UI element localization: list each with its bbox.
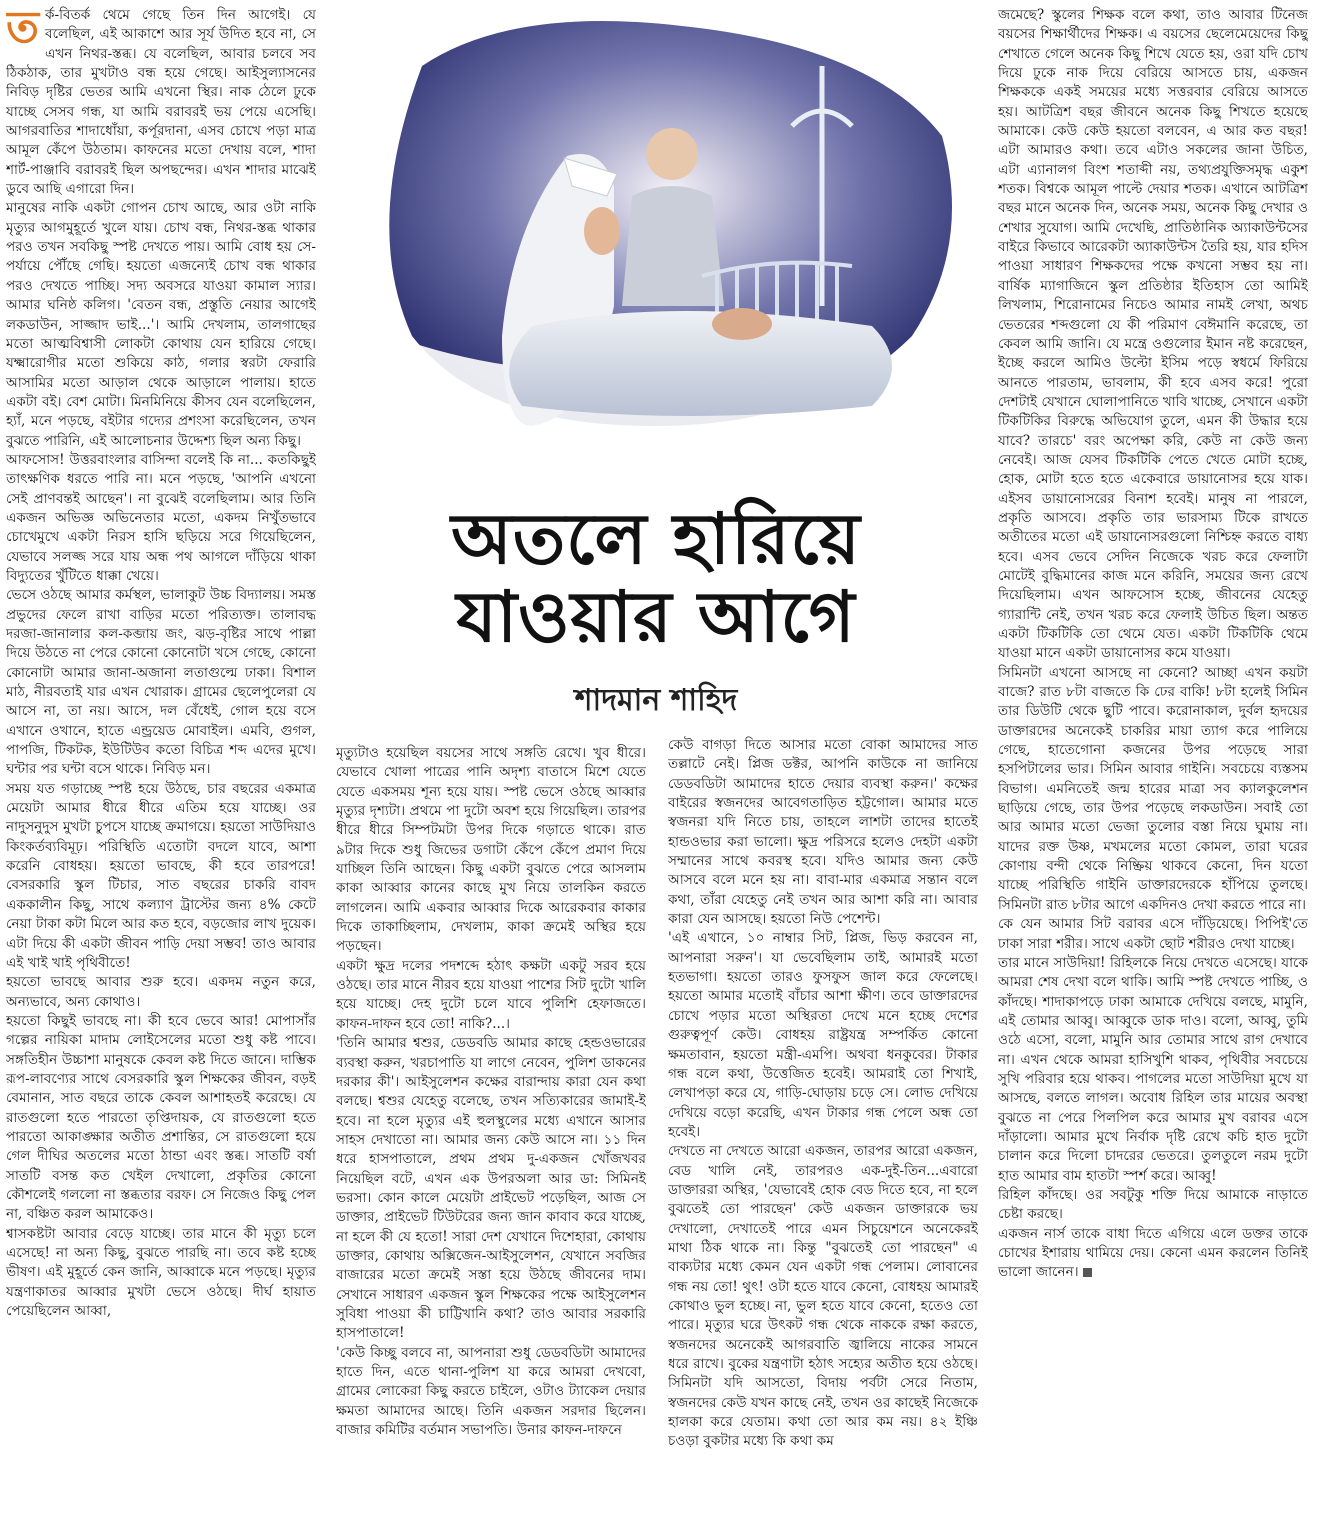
paragraph: 'এই এখানে, ১০ নাম্বার সিট, প্লিজ, ভিড় করবেন না, আপনারা সরুন'। যা ভেবেছিলাম তাই, আমারই মতো হতভাগা। হয়তো তারও ফুসফুস জাল করে ফেলেছে। হয়তো আমার মতোই বাঁচার আশা ক্ষীণ। তবে ডাক্তারদের চোখে পড়ার মতো অস্থিরতা দেখে মনে হচ্ছে দেশের গুরুত্বপূর্ণ কেউ। বোধহয় রাষ্ট্রযন্ত্র সম্পর্কিত কোনো ক্ষমতাবান, হয়তো মন্ত্রী-এমপি। অথবা ধনকুবের। টাকার গন্ধ বলে কথা, উত্তেজিত হবেই। আমরাই তো শিখাই, লেখাপড়া করে যে, গাড়ি-ঘোড়ায় চড়ে সে। লোভ দেখিয়ে দেখিয়ে বড়ো করেছি, এখন টাকার গন্ধ পেলে অন্ধ তো হবেই। xyxy=(668,930,978,1140)
paragraph: রিহিল কাঁদছে। ওর সবটুকু শক্তি দিয়ে আমাকে নাড়াতে চেষ্টা করছে। xyxy=(998,1186,1308,1223)
drop-cap: ত xyxy=(6,6,40,53)
article-title xyxy=(336,500,976,656)
paragraph: 'তিনি আমার শ্বশুর, ডেডবডি আমার কাছে হেন্ডওভারের ব্যবস্থা করুন, খরচাপাতি যা লাগে নেবেন, পুলিশ ডাকনের দরকার কী'। আইসুলেশন কক্ষের বারান্দায় কারা যেন কথা বলছে। শ্বশুর যেহেতু বলেছে, তখন সত্যিকারের জামাই-ই হবে। না হলে মৃত্যুর এই হুলস্থুলের মধ্যে এখানে আসার সাহস দেখাতো না। আমার জন্য কেউ আসে না। ১১ দিন ধরে হাসপাতালে, প্রথম প্রথম দু-একজন খোঁজখবর নিয়েছিল বটে, এখন এক উপরঅলা আর ডা: সিমিনই ভরসা। কোন কালে মেয়েটা প্রাইভেট পড়েছিল, আজ সে ডাক্তার, প্রাইভেট টিউটরের জন্য জান কাবাব করে যাচ্ছে, না হলে কী যে হতো! সারা দেশ যেখানে দিশেহারা, কোথায় ডাক্তার, কোথায় অক্সিজেন-আইসুলেশন, যেখানে সবজির বাজারের মতো ক্রমেই সস্তা হয়ে উঠছে জীবনের দাম। সেখানে সাধারণ একজন স্কুল শিক্ষকের পক্ষে আইসুলেশন সুবিধা পাওয়া কী চাট্টিখানি কথা? তাও আবার সরকারি হাসপাতালে! xyxy=(336,1035,646,1342)
patient-under-sheet-icon xyxy=(509,308,892,416)
paragraph: ভেসে ওঠছে আমার কর্মস্থল, ভালাকুট উচ্চ বিদ্যালয়। সমস্ত প্রভুদের ফেলে রাখা বাড়ির মতো পরিত্যক্ত। তালাবদ্ধ দরজা-জানালার কল-কব্জায় জং, ঝড়-বৃষ্টির সাথে পাল্লা দিয়ে উঠতে না পেরে কোনো কোনোটা খসে গেছে, কোনো কোনোটা আমার জানা-অজানা লতাগুল্মে ঢাকা। বিশাল মাঠ, নীরবতাই যার এখন খোরাক। গ্রামের ছেলেপুলেরা যে আসে না, তা নয়। আসে, দল বেঁধেই, গোল হয়ে বসে এখানে ওখানে, হাতে এন্ড্রয়েড মোবাইল। এমবি, গুগল, পাপজি, টিকটক, ইউটিউব কতো বিচিত্র শব্দ এদের মুখে। ঘন্টার পর ঘন্টা বসে থাকে। নিবিড় মন। xyxy=(6,587,316,778)
author-byline: শাদমান শাহিদ xyxy=(574,683,738,718)
paragraph: কে যেন আমার সিট বরাবর এসে দাঁড়িয়েছে। পিপিই'তে ঢাকা সারা শরীর। সাথে একটা ছোট শরীরও দেখা যাচ্ছে। xyxy=(998,916,1308,952)
paragraph: মানুষের নাকি একটা গোপন চোখ আছে, আর ওটা নাকি মৃত্যুর আগমুহূর্তে খুলে যায়। চোখ বন্ধ, নিথর-স্তব্ধ থাকার পরও তখন সবকিছু স্পষ্ট দেখতে পায়। আমি বোধ হয় সে-পর্যায়ে পৌঁছে গেছি। হয়তো এজন্যেই চোখ বন্ধ থাকার পরও দেখতে পাচ্ছি। সদ্য অবসরে যাওয়া কামাল স্যার। আমার ঘনিষ্ঠ কলিগ। 'বেতন বন্ধ, প্রস্তুতি নেয়ার আগেই লকডাউন, সাজ্জাদ ভাই...'। আমি দেখলাম, তালগাছের মতো আত্মবিশ্বাসী লোকটা কোথায় যেন হারিয়ে গেছে। যক্ষ্মারোগীর মতো শুকিয়ে কাঠ, গলার স্বরটা ফেরারি আসামির মতো আড়াল থেকে আড়ালে পালায়। হাতে একটা বই। বেশ মোটা। মিনমিনিয়ে কীসব যেন বলেছিলেন, হ্যাঁ, মনে পড়ছে, বইটার গদ্যের প্রশংসা করেছিলেন, তখন বুঝতে পারিনি, এই আলোচনার উদ্দেশ্য ছিল অন্য কিছু। xyxy=(6,200,316,449)
paragraph: শ্বাসকষ্টটা আবার বেড়ে যাচ্ছে। তার মানে কী মৃত্যু চলে এসেছে! না অন্য কিছু, বুঝতে পারছি না। তবে কষ্ট হচ্ছে ভীষণ। এই মুহূর্তে কেন জানি, আব্বাকে মনে পড়ছে। মৃত্যুর যন্ত্রণাকাতর আব্বার মুখটা ভেসে ওঠছে। দীর্ঘ হায়াত পেয়েছিলেন আব্বা, xyxy=(6,1225,316,1320)
paragraph: সিমিনটা এখনো আসছে না কেনো? আচ্ছা এখন কয়টা বাজে? রাত ৮টা বাজতে কি ঢের বাকি! ৮টা হলেই সিমিন তার ডিউটি থেকে ছুটি পাবে। করোনাকাল, দুর্বল হৃদয়ের ডাক্তারদের অনেকেই চাকরির মায়া ত্যাগ করে পালিয়ে গেছে, হাতেগোনা কজনের উপর পড়েছে সারা হসপিটালের ভার। সিমিন আবার গাইনি। সবচেয়ে ব্যস্তসম বিভাগ। এমনিতেই জন্ম হারের মাত্রা সব ক্যালকুলেশন ছাড়িয়ে গেছে, তার উপর পড়েছে লকডাউন। সবাই তো আর আমার মতো ভেজা তুলোর বস্তা নিয়ে ঘুমায় না। যাদের রক্ত উষ্ণ, মখমলের মতো কোমল, তারা ঘরের কোণায় বন্দী থেকে নিষ্ক্রিয় থাকবে কেনো, দিন যতো যাচ্ছে পরিস্থিতি গাইনি ডাক্তারদেরকে হাঁপিয়ে তুলছে। সিমিনটা রাত ৮টার আগে একদিনও দেখা করতে পারে না। xyxy=(998,664,1308,913)
paragraph: আফসোস! উত্তরবাংলার বাসিন্দা বলেই কি না... কতকিছুই তাৎক্ষণিক ধরতে পারি না। মনে পড়ছে, 'আপনি এখনো সেই প্রাণবন্তই আছেন'। না বুঝেই বলেছিলাম। আর তিনি একজন অভিজ্ঞ অভিনেতার মতো, একদম নিখুঁতভাবে চোখেমুখে একটা নিরস হাসি ছড়িয়ে সরে গিয়েছিলেন, যেভাবে সলজ্জ সরে যায় অন্ধ পথ আগলে দাঁড়িয়ে থাকা বিদ্যুতের খুঁটিতে ধাক্কা খেয়ে। xyxy=(6,451,316,584)
paragraph: কেউ বাগড়া দিতে আসার মতো বোকা আমাদের সাত তল্লাটে নেই। প্লিজ ডক্টর, আপনি কাউকে না জানিয়ে ডেডবডিটা আমাদের হাতে দেয়ার ব্যবস্থা করুন।' কক্ষের বাইরের স্বজনদের আবেগতাড়িত হট্টগোল। আমার মতে স্বজনরা যদি নিতে চায়, তাহলে লাশটা তাদের হাতেই হান্ডওভার করা ভালো। ক্ষুদ্র পরিসরে হলেও দেহটা একটা সম্মানের সাথে কবরস্থ হবে। যদিও আমার জন্য কেউ আসবে বলে মনে হয় না। বাবা-মার একমাত্র সন্তান বলে কথা, তাঁরা যেহেতু নেই তখন আর আশা করি না। আবার কারা যেন আসছে। হয়তো নিউ পেশেন্ট। xyxy=(668,737,978,928)
article-column-3 xyxy=(668,736,978,1534)
paragraph: সময় যত গড়াচ্ছে স্পষ্ট হয়ে উঠছে, চার বছরের একমাত্র মেয়েটা আমার ধীরে ধীরে এতিম হয়ে যাচ্ছে। ওর নাদুসনুদুস মুখটা চুপসে যাচ্ছে ক্রমাগয়ে। হয়তো সাউদিয়াও কিংকর্তব্যবিমূঢ়। পরিস্থিতি এতোটা বদলে যাবে, আশা করেনি বোধহয়। হয়তো ভাবছে, কী হবে তারপরে! বেসরকারি স্কুল টিচার, সাত বছরের চাকরি বাবদ এককালীন কিছু, সাথে কল্যাণ ট্রাস্টের জন্য ৪% কেটে নেয়া টাকা কটা মিলে আর কত হবে, বড়জোর লাখ দুয়েক। এটা দিয়ে কী একটা জীবন পাড়ি দেয়া সম্ভব! তাও আবার এই খাই খাই পৃথিবীতে! xyxy=(6,780,316,971)
paragraph: তার মানে সাউদিয়া! রিহিলকে নিয়ে দেখতে এসেছে। যাকে আমরা শেষ দেখা বলে থাকি। আমি স্পষ্ট দেখতে পাচ্ছি, ও কাঁদছে। শাদাকাপড়ে ঢাকা আমাকে দেখিয়ে বলছে, মামুনি, এই তোমার আব্বু। আব্বুকে ডাক দাও। বলো, আব্বু, তুমি ওঠে এসো, বলো, মামুনি আর তোমার সাথে রাগ দেখাবে না। এখন থেকে আমরা হাসিখুশি থাকব, পৃথিবীর সবচেয়ে সুখি পরিবার হয়ে থাকব। পাগলের মতো সাউদিয়া মুখে যা আসছে, বলতে লাগল। অবোধ রিহিল তার মায়ের অবস্থা বুঝতে না পেরে পিলপিল করে আমার মুখ বরাবর এসে দাঁড়ালো। আমার মুখে নির্বাক দৃষ্টি রেখে কচি হাত দুটো চালান করে দিলো চাদরের ভেতরে। তুলতুলে নরম দুটো হাত আমার বাম হাতটা স্পর্শ করে। আব্বু! xyxy=(998,954,1308,1184)
paragraph: মৃত্যুটাও হয়েছিল বয়সের সাথে সঙ্গতি রেখে। খুব ধীরে। যেভাবে খোলা পাত্রের পানি অদৃশ্য বাতাসে মিশে যেতে যেতে একসময় শূন্য হয়ে যায়। স্পষ্ট ভেসে ওঠছে আব্বার মৃত্যুর দৃশ্যটা। প্রথমে পা দুটো অবশ হয়ে গিয়েছিল। তারপর ধীরে ধীরে সিম্পটমটা উপর দিকে গড়াতে থাকে। রাত ৯টার দিকে শুধু জিভের ডগাটা কেঁপে কেঁপে প্রমাণ দিয়ে যাচ্ছিল তিনি আছেন। কিছু একটা বুঝতে পেরে আসলাম কাকা আব্বার কানের কাছে মুখ নিয়ে তালকিন করতে লাগলেন। আমি একবার আব্বার দিকে আরেকবার কাকার দিকে তাকাচ্ছিলাম, দেখলাম, কাকা ক্রমেই অস্থির হয়ে পড়ছেন। xyxy=(336,745,646,955)
paragraph: 'কেউ কিচ্ছু বলবে না, আপনারা শুধু ডেডবডিটা আমাদের হাতে দিন, এতে থানা-পুলিশ যা করে আমরা দেখবো, গ্রামের লোকেরা কিছু করতে চাইলে, ওটাও ট্যাকেল দেয়ার ক্ষমতা আমাদের আছে। তিনি একজন সরদার ছিলেন। বাজার কমিটির বর্তমান সভাপতি। উনার কাফন-দাফনে xyxy=(336,1344,646,1439)
paragraph: হয়তো ভাবছে আবার শুরু হবে। একদম নতুন করে, অন্যভাবে, অন্য কোথাও। xyxy=(6,974,316,1010)
paragraph: দেখতে না দেখতে আরো একজন, তারপর আরো একজন, বেড খালি নেই, তারপরও এক-দুই-তিন...এবারো ডাক্তাররা অস্থির, 'যেভাবেই হোক বেড দিতে হবে, না হলে বুঝতেই তো পারছেন' কেউ একজন ডাক্তারকে ভয় দেখালো, দেখাতেই পারে এমন সিচুয়েশনে অনেকেরই মাথা ঠিক থাকে না। কিন্তু "বুঝতেই তো পারছেন" এ বাক্যটার মধ্যে কেমন যেন একটা গন্ধ পেলাম। লোবানের গন্ধ নয় তো! থুৎ! ওটা হতে যাবে কেনো, বোধহয় আমারই কোথাও ভুল হচ্ছে। না, ভুল হতে যাবে কেনো, হতেও তো পারে। মৃত্যুর ঘরে উৎকট গন্ধ থেকে নাককে রক্ষা করতে, স্বজনদের অনেকেই আগরবাতি জ্বালিয়ে নাকের সামনে ধরে রাখে। বুকের যন্ত্রণাটা হঠাৎ সহ্যের অতীত হয়ে ওঠছে। সিমিনটা যদি আসতো, বিদায় পর্বটা সেরে নিতাম, স্বজনদের কেউ যখন কাছে নেই, তখন ওর কাছেই নিজেকে হালকা করে যেতাম। কথা তো আর কম নয়। ৪২ ইঞ্চি চওড়া বুকটার মধ্যে কি কথা কম xyxy=(668,1143,978,1450)
paragraph: হয়তো কিছুই ভাবছে না। কী হবে ভেবে আর! মোপাসাঁর গল্পের নায়িকা মাদাম লোইসেলের মতো শুধু কষ্ট পাবে। সঙ্গতিহীন উচ্চাশা মানুষকে কেবল কষ্ট দিতে জানে। দাম্ভিক রূপ-লাবণ্যের সাথে বেসরকারি স্কুল শিক্ষকের জীবন, বড়ই বেমানান, সাত বছরে তাকে কেবল আশাহতই করেছে। যে রাতগুলো হতে পারতো তৃপ্তিদায়ক, যে রাতগুলো হতে পারতো আকাঙ্ক্ষার অতীত প্রশান্তির, সে রাতগুলো হয়ে গেল দীঘির অতলের মতো ঠান্ডা এবং স্তব্ধ। সাতটি বর্ষা সাতটি বসন্ত কত খেইল দেখালো, প্রকৃতির কোনো কৌশলেই গললো না স্তব্ধতার বরফ। সে নিজেও কিছু পেল না, বঞ্চিত করল আমাকেও। xyxy=(6,1012,316,1223)
title-line-1: অতলে হারিয়ে xyxy=(451,498,861,580)
article-column-2 xyxy=(336,744,646,1534)
paragraph-text: একজন নার্স তাকে বাধা দিতে এগিয়ে এলে ডক্তর তাকে চোখের ইশারায় থামিয়ে দেয়। কেনো এমন করলেন তিনিই ভালো জানেন। xyxy=(998,1225,1308,1281)
hospital-bed-illustration xyxy=(352,6,972,456)
article-column-4 xyxy=(998,6,1308,1534)
paragraph: জমেছে? স্কুলের শিক্ষক বলে কথা, তাও আবার টিনেজ বয়সের শিক্ষার্থীদের শিক্ষক। এ বয়সের ছেলেমেয়েদের কিছু শেখাতে গেলে অনেক কিছু শিখে যেতে হয়, ওরা যদি চোখ দিয়ে ঢুকে নাক দিয়ে বেরিয়ে আসতে চায়, একজন শিক্ষককে একই সময়ের মধ্যে সত্তরবার বেরিয়ে আসতে হয়। আটত্রিশ বছর জীবনে অনেক কিছু শিখতে হয়েছে আমাকে। কেউ কেউ হয়তো বলবেন, এ আর কত বছর! এটা আমারও কথা। তবে এটাও সকলের জানা উচিত, এটা এ্যানালগ বিংশ শতাব্দী নয়, তথ্যপ্রযুক্তিসমৃদ্ধ একুশ শতক। বিশ্বকে আমূল পাল্টে দেয়ার শতক। এখানে আটত্রিশ বছর মানে অনেক দিন, অনেক সময়, অনেক কিছু দেখার ও শেখার সুযোগ। আমি দেখেছি, প্রাতিষ্ঠানিক অ্যাকাউন্টসের বাইরে কিভাবে আরেকটা অ্যাকাউন্টস তৈরি হয়, যার হদিস পাওয়া সাধারণ শিক্ষকদের পক্ষে কখনো সম্ভব হয় না। বার্ষিক ম্যাগাজিনে স্কুল প্রতিষ্ঠার ইতিহাস তো আমিই লিখলাম, শিরোনামের নিচেও আমার নামই লেখা, অথচ ভেতরের শব্দগুলো যে কী পরিমাণ বেঈমানি করেছে, তা কেবল আমি জানি। যে মন্ত্রে ওগুলোর ইমান নষ্ট করেছেন, ইচ্ছে করলে আমিও উল্টো ইসিম পড়ে স্বধর্মে ফিরিয়ে আনতে পারতাম, ভাবলাম, কী হবে এসব করে! পুরো দেশটাই যেখানে ঘোলাপানিতে খাবি খাচ্ছে, সেখানে একটা টিকটিকির বিরুদ্ধে অভিযোগ তুলে, এমন কী উদ্ধার হয়ে যাবে? তারচে' বরং অপেক্ষা করি, কেউ না কেউ জন্য নেবেই। আজ যেসব টিকটিকি পেতে খেতে মোটা হচ্ছে, হোক, মোটা হতে হতে একেবারে ডায়ানোসর হয়ে যাক। এইসব ডায়ানোসরের বিনাশ হবেই। মানুষ না পারলে, প্রকৃতি আসবে। প্রকৃতি তার ভারসাম্য টিকে রাখতে অতীতের মতো এই ডায়ানোসরগুলো নিশ্চিহ্ন করতে বাধ্য হবে। এসব ভেবে সেদিন নিজেকে খরচ করে ফেলাটা মোটেই বুদ্ধিমানের কাজ মনে করিনি, সময়ের জন্য রেখে দিয়েছিলাম। এখন আফসোস হচ্ছে, জীবনের যেহেতু গ্যারান্টি নেই, তখন খরচ করে ফেলাই উচিত ছিল। অন্তত একটা টিকটিকি তো থেমে যেত। একটা টিকটিকি থেমে যাওয়া মানে একটা ডায়ানোসর কমে যাওয়া। xyxy=(998,7,1308,662)
paragraph: একটা ক্ষুদ্র দলের পদশব্দে হঠাৎ কক্ষটা একটু সরব হয়ে ওঠছে। তার মানে নীরব হয়ে যাওয়া পাশের সিট দুটো খালি হয়ে যাচ্ছে। দেহ দুটো চলে যাবে পুলিশি হেফাজতে। কাফন-দাফন হবে তো! নাকি?...। xyxy=(336,957,646,1032)
title-line-2: যাওয়ার আগে xyxy=(456,576,856,658)
paragraph-final xyxy=(998,1225,1308,1283)
end-mark-icon xyxy=(1083,1268,1092,1277)
paragraph: র্ক-বিতর্ক থেমে গেছে তিন দিন আগেই। যে বলেছিল, এই আকাশে আর সূর্য উদিত হবে না, সে এখন নিথর-স্তব্ধ। যে বলেছিল, আবার চলবে সব ঠিকঠাক, তার মুখটাও বন্ধ হয়ে গেছে। আইসুল্যাসনের নিবিড় দৃষ্টির ভেতর আমি এখনো স্থির। নাক ঠেলে ঢুকে যাচ্ছে সেসব গন্ধ, যা আমি বরাবরই ভয় পেয়ে এসেছি। আগরবাতির শাদাধোঁয়া, কর্পূরদানা, এসব চোখে পড়া মাত্র আমূল কেঁপে উঠতাম। কাফনের মতো দেখায় বলে, শাদা শার্ট-পাঞ্জাবি বরাবরই ছিল অপছন্দের। এখন শাদার মাঝেই ডুবে আছি এগারো দিন। xyxy=(6,7,316,198)
article-column-1 xyxy=(6,6,316,1534)
